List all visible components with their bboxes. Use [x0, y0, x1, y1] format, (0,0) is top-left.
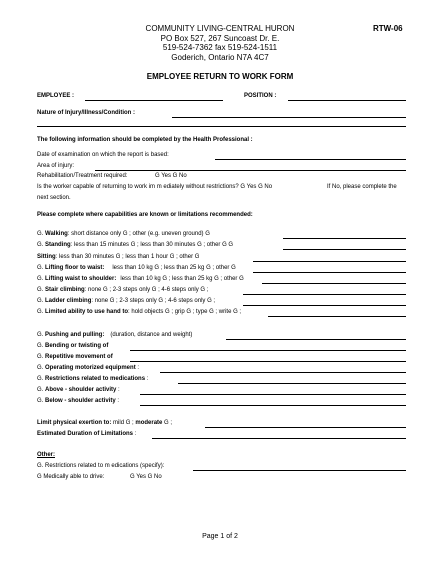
health-section-heading: The following information should be completed by the Health Professional : — [37, 137, 253, 143]
bend-field[interactable] — [130, 350, 406, 351]
position-field[interactable] — [288, 100, 406, 101]
injury-field-2[interactable] — [37, 126, 406, 127]
standing-row[interactable]: G. Standing: less than 15 minutes G ; less than 30 minutes G ; other G G — [37, 242, 234, 248]
form-title: EMPLOYEE RETURN TO WORK FORM — [146, 72, 294, 81]
exam-date-label: Date of examination on which the report is based: — [37, 152, 169, 158]
lift-shoulder-row[interactable]: G. Lifting waist to shoulder: less than 10 kg G ; less than 25 kg G ; other G — [37, 276, 244, 282]
lift-shoulder-field[interactable] — [262, 283, 406, 284]
above-shoulder-field[interactable] — [140, 394, 406, 395]
below-shoulder-field[interactable] — [140, 405, 406, 406]
duration-row[interactable]: Estimated Duration of Limitations : — [37, 431, 137, 437]
exam-date-field[interactable] — [215, 159, 406, 160]
org-name: COMMUNITY LIVING-CENTRAL HURON — [145, 24, 295, 33]
page-number: Page 1 of 2 — [202, 533, 238, 540]
stair-row[interactable]: G. Stair climbing: none G ; 2-3 steps only G ; 4-6 steps only G ; — [37, 287, 209, 293]
org-phone: 519-524-7362 fax 519-524-1511 — [162, 43, 278, 52]
if-no-label: If No, please complete the — [327, 184, 397, 190]
push-field[interactable] — [226, 339, 406, 340]
exertion-field[interactable] — [205, 427, 406, 428]
duration-field[interactable] — [152, 438, 406, 439]
capabilities-heading: Please complete where capabilities are known or limitations recommended: — [37, 212, 253, 218]
org-city: Goderich, Ontario N7A 4C7 — [171, 53, 269, 62]
employee-field[interactable] — [85, 100, 223, 101]
repetitive-field[interactable] — [130, 361, 406, 362]
ladder-row[interactable]: G. Ladder climbing: none G ; 2-3 steps only G ; 4-6 steps only G ; — [37, 298, 216, 304]
lift-floor-row[interactable]: G. Lifting floor to waist: less than 10 kg G ; less than 25 kg G ; other G — [37, 265, 236, 271]
rehab-label: Rehabilitation/Treatment required: — [37, 173, 128, 179]
lift-floor-field[interactable] — [253, 272, 406, 273]
next-section-label: next section. — [37, 195, 71, 201]
repetitive-row[interactable]: G. Repetitive movement of — [37, 354, 113, 360]
walking-row[interactable]: G. Walking: short distance only G ; other (e.g. uneven ground) G — [37, 231, 210, 237]
injury-label: Nature of Injury/Illness/Condition : — [37, 110, 136, 116]
standing-field[interactable] — [283, 249, 406, 250]
meds-row[interactable]: G. Restrictions related to m edications (specify): — [37, 463, 165, 469]
stair-field[interactable] — [243, 294, 406, 295]
injury-field-1[interactable] — [172, 117, 406, 118]
motorized-field[interactable] — [160, 372, 406, 373]
ladder-field[interactable] — [243, 305, 406, 306]
walking-field[interactable] — [283, 238, 406, 239]
hand-field[interactable] — [268, 316, 406, 317]
area-injury-label: Area of injury: — [37, 163, 75, 169]
drive-options[interactable]: G Yes G No — [130, 474, 162, 480]
bend-row[interactable]: G. Bending or twisting of — [37, 343, 109, 349]
drive-label: G Medically able to drive: — [37, 474, 105, 480]
push-row[interactable]: G. Pushing and pulling: (duration, distance and weight) — [37, 332, 193, 338]
sitting-row[interactable]: Sitting: less than 30 minutes G ; less than 1 hour G ; other G — [37, 254, 200, 260]
other-heading: Other: — [37, 452, 55, 458]
org-address: PO Box 527, 267 Suncoast Dr. E. — [160, 34, 280, 43]
restrictions-row[interactable]: G. Restrictions related to medications : — [37, 376, 149, 382]
form-code: RTW-06 — [373, 24, 403, 33]
above-shoulder-row[interactable]: G. Above - shoulder activity : — [37, 387, 120, 393]
exertion-row[interactable]: Limit physical exertion to: mild G ; moderate G ; — [37, 420, 173, 426]
sitting-field[interactable] — [253, 261, 406, 262]
below-shoulder-row[interactable]: G. Below - shoulder activity : — [37, 398, 120, 404]
motorized-row[interactable]: G. Operating motorized equipment : — [37, 365, 140, 371]
worker-capable-label[interactable]: Is the worker capable of returning to work im m ediately without restrictions? G Yes G No — [37, 184, 273, 190]
employee-label: EMPLOYEE : — [37, 93, 75, 99]
restrictions-field[interactable] — [178, 383, 406, 384]
rehab-options[interactable]: G Yes G No — [155, 173, 187, 179]
hand-row[interactable]: G. Limited ability to use hand to: hold objects G ; grip G ; type G ; write G ; — [37, 309, 242, 315]
position-label: POSITION : — [244, 93, 277, 99]
meds-field[interactable] — [193, 470, 406, 471]
area-injury-field[interactable] — [95, 170, 406, 171]
